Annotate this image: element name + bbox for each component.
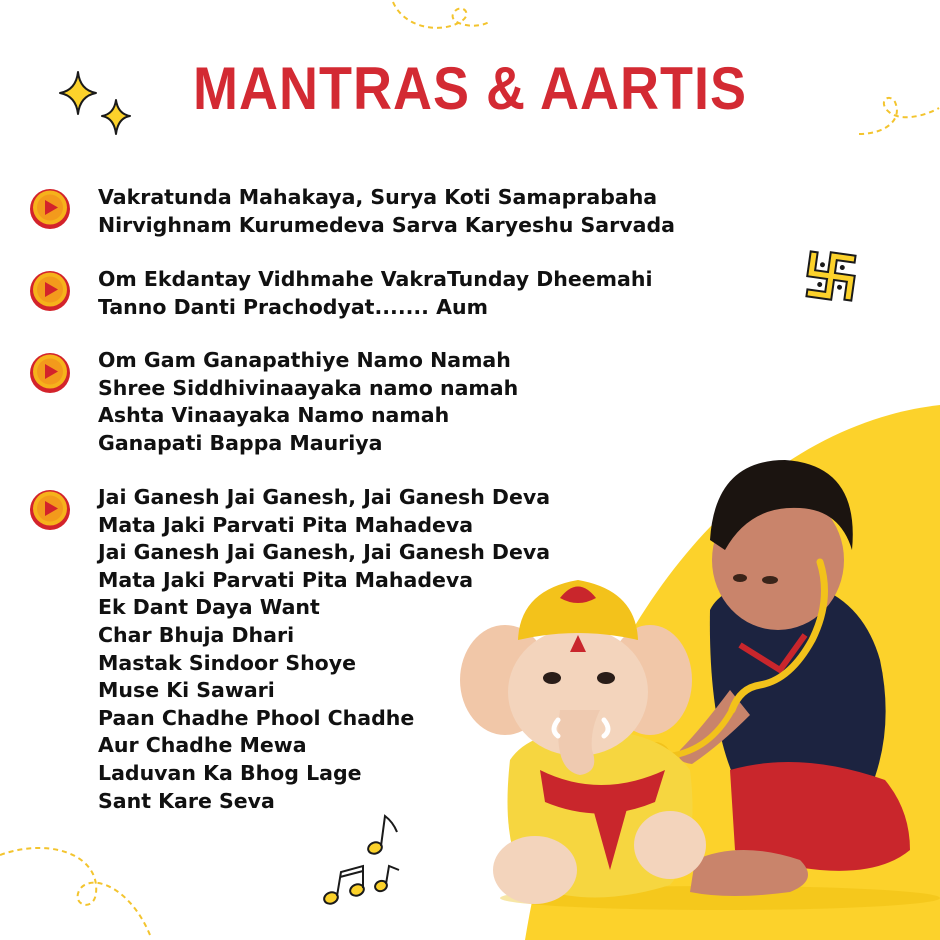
mantra-line: Sant Kare Seva xyxy=(98,788,275,813)
mantra-line: Ek Dant Daya Want xyxy=(98,595,320,620)
play-icon[interactable] xyxy=(28,269,72,313)
mantra-line: Tanno Danti Prachodyat....... Aum xyxy=(98,294,488,319)
play-icon[interactable] xyxy=(28,488,72,532)
mantra-1 xyxy=(98,184,675,239)
mantra-2 xyxy=(98,266,652,321)
music-notes-icon xyxy=(315,810,405,910)
mantra-line: Paan Chadhe Phool Chadhe xyxy=(98,705,415,730)
mantra-line: Om Ekdantay Vidhmahe VakraTunday Dheemahi xyxy=(98,267,653,291)
swastik-icon xyxy=(803,248,859,304)
page-title: MANTRAS & AARTIS xyxy=(193,55,747,123)
mantra-line: Mata Jaki Parvati Pita Mahadeva xyxy=(98,512,474,537)
mantra-line: Laduvan Ka Bhog Lage xyxy=(98,760,362,785)
dashed-doodle-top xyxy=(385,0,495,40)
mantra-line: Ganapati Bappa Mauriya xyxy=(98,430,383,455)
mantra-line: Muse Ki Sawari xyxy=(98,678,275,703)
mantra-line: Jai Ganesh Jai Ganesh, Jai Ganesh Deva xyxy=(98,540,551,565)
mantra-line: Aur Chadhe Mewa xyxy=(98,733,307,758)
mantra-line: Ashta Vinaayaka Namo namah xyxy=(98,403,450,428)
mantra-4 xyxy=(98,484,550,815)
mantra-line: Mastak Sindoor Shoye xyxy=(98,650,357,675)
mantra-line: Jai Ganesh Jai Ganesh, Jai Ganesh Deva xyxy=(98,485,551,509)
dashed-doodle-bottom xyxy=(0,835,160,940)
mantra-line: Char Bhuja Dhari xyxy=(98,622,295,647)
play-icon[interactable] xyxy=(28,187,72,231)
mantra-line: Shree Siddhivinaayaka namo namah xyxy=(98,375,519,400)
mantra-line: Vakratunda Mahakaya, Surya Koti Samaprabaha xyxy=(98,185,658,209)
mantra-3 xyxy=(98,347,518,457)
mantra-line: Nirvighnam Kurumedeva Sarva Karyeshu Sarvada xyxy=(98,212,675,237)
play-icon[interactable] xyxy=(28,351,72,395)
mantra-line: Mata Jaki Parvati Pita Mahadeva xyxy=(98,567,474,592)
mantra-line: Om Gam Ganapathiye Namo Namah xyxy=(98,348,511,372)
